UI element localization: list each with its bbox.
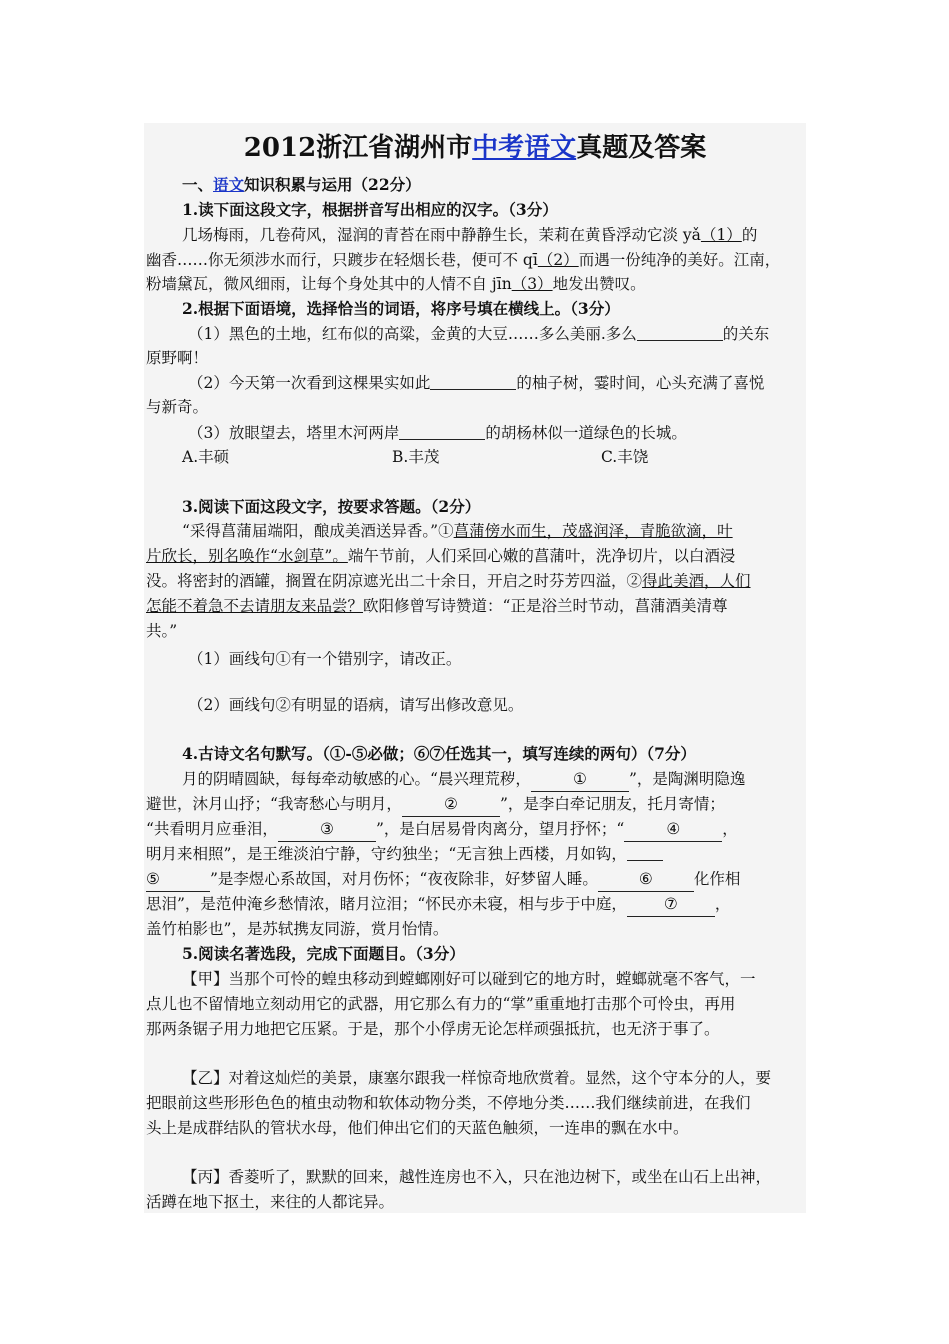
excerpt-yi-line: 把眼前这些形形色色的植虫动物和软体动物分类，不停地分类……我们继续前进，在我们 bbox=[146, 1094, 751, 1112]
section-link[interactable]: 语文 bbox=[213, 175, 245, 194]
text: ， bbox=[714, 895, 731, 913]
text: 的胡杨林似一道绿色的长城。 bbox=[485, 424, 687, 442]
text: “采得菖蒲届端阳，酿成美酒送异香。”① bbox=[182, 522, 454, 540]
text: 幽香……你无须涉水而行，只踱步在轻烟长巷，便可不 qī bbox=[146, 251, 538, 269]
excerpt-bing-line: 活蹲在地下抠土，来往的人都诧异。 bbox=[146, 1193, 395, 1211]
excerpt-jia-line: 点儿也不留情地立刻动用它的武器，用它那么有力的“掌”重重地打击那个可怜虫，再用 bbox=[146, 995, 736, 1013]
text: 的 bbox=[741, 226, 758, 244]
q3-line: 共。” bbox=[146, 622, 178, 640]
answer-blank-6[interactable]: ⑥ bbox=[598, 867, 694, 892]
excerpt-jia-line: 那两条锯子用力地把它压紧。于是，那个小俘虏无论怎样顽强抵抗，也无济于事了。 bbox=[146, 1020, 720, 1038]
blank-3: （3） bbox=[511, 275, 553, 293]
q2-sentence-cont: 与新奇。 bbox=[146, 398, 209, 416]
title-suffix: 真题及答案 bbox=[576, 133, 707, 163]
title-prefix: 2012浙江省湖州市 bbox=[243, 133, 473, 163]
q2-heading: 2.根据下面语境，选择恰当的词语，将序号填在横线上。（3分） bbox=[182, 299, 620, 318]
text: 而遇一份纯净的美好。江南， bbox=[578, 251, 781, 269]
q3-line bbox=[146, 594, 806, 618]
q2-sentence bbox=[188, 421, 806, 445]
q2-option-b: B.丰茂 bbox=[392, 448, 440, 466]
q1-line bbox=[146, 272, 806, 296]
text: ”是李煜心系故国，对月伤怀；“夜夜除非，好梦留人睡。 bbox=[210, 870, 598, 888]
q3-heading: 3.阅读下面这段文字，按要求答题。（2分） bbox=[182, 497, 481, 516]
q4-line bbox=[146, 792, 806, 817]
section-prefix: 一、 bbox=[182, 175, 214, 194]
text: （2）今天第一次看到这棵果实如此 bbox=[188, 374, 431, 392]
text: ”，是李白牵记朋友，托月寄情； bbox=[499, 795, 725, 813]
q3-subquestion-1: （1）画线句①有一个错别字，请改正。 bbox=[188, 650, 462, 668]
answer-blank[interactable] bbox=[430, 373, 516, 390]
text: 粉墙黛瓦，微风细雨，让每个身处其中的人情不自 jīn bbox=[146, 275, 512, 293]
answer-blank-3[interactable]: ③ bbox=[278, 817, 376, 842]
q2-sentence-cont: 原野啊！ bbox=[146, 349, 209, 367]
text: 明月来相照”，是王维淡泊宁静，守约独坐；“无言独上西楼，月如钩， bbox=[146, 845, 627, 863]
text: 的关东 bbox=[722, 325, 770, 343]
text: （1）黑色的土地，红布似的高粱，金黄的大豆……多么美丽.多么 bbox=[188, 325, 637, 343]
underlined-sentence-2: 得此美酒，人们 bbox=[642, 572, 751, 590]
q1-heading: 1.读下面这段文字，根据拼音写出相应的汉字。（3分） bbox=[182, 200, 558, 219]
text: 欧阳修曾写诗赞道：“正是浴兰时节动，菖蒲酒美清尊 bbox=[363, 597, 728, 615]
text: 避世，沐月山抒；“我寄愁心与明月， bbox=[146, 795, 402, 813]
excerpt-jia-line: 【甲】当那个可怜的蝗虫移动到螳螂刚好可以碰到它的地方时，螳螂就毫不客气，一 bbox=[182, 970, 756, 988]
q4-line bbox=[146, 817, 806, 842]
text: （3）放眼望去，塔里木河两岸 bbox=[188, 424, 400, 442]
excerpt-bing-line: 【丙】香菱听了，默默的回来，越性连房也不入，只在池边树下，或坐在山石上出神， bbox=[182, 1168, 772, 1186]
q1-line bbox=[146, 248, 806, 272]
q2-option-c: C.丰饶 bbox=[601, 448, 649, 466]
text: 化作相 bbox=[693, 870, 741, 888]
excerpt-yi-line: 头上是成群结队的管状水母，他们伸出它们的天蓝色触须，一连串的飘在水中。 bbox=[146, 1119, 689, 1137]
text: 的柚子树，霎时间，心头充满了喜悦 bbox=[516, 374, 765, 392]
q3-line bbox=[182, 519, 806, 543]
document-title bbox=[144, 126, 806, 170]
blank-2: （2） bbox=[537, 251, 579, 269]
q4-line bbox=[146, 867, 806, 892]
q4-line bbox=[182, 767, 806, 792]
answer-blank-1[interactable]: ① bbox=[531, 767, 629, 792]
q4-line bbox=[146, 892, 806, 917]
answer-blank[interactable] bbox=[637, 324, 723, 341]
q3-subquestion-2: （2）画线句②有明显的语病，请写出修改意见。 bbox=[188, 696, 524, 714]
text: 几场梅雨，几卷荷风，湿润的青苔在雨中静静生长，茉莉在黄昏浮动它淡 yǎ bbox=[182, 226, 701, 244]
q2-sentence bbox=[188, 371, 806, 395]
text: 地发出赞叹。 bbox=[552, 275, 646, 293]
answer-blank-5[interactable]: ⑤ bbox=[146, 867, 210, 892]
underlined-sentence-1: 片欣长，别名唤作“水剑草”。 bbox=[146, 547, 348, 565]
q3-line bbox=[146, 544, 806, 568]
answer-blank-4[interactable]: ④ bbox=[624, 817, 722, 842]
q3-line bbox=[146, 569, 806, 593]
answer-blank[interactable] bbox=[399, 423, 485, 440]
answer-blank-5-start[interactable] bbox=[627, 844, 663, 861]
text: ”，是白居易骨肉离分，望月抒怀；“ bbox=[375, 820, 625, 838]
text: ， bbox=[722, 820, 738, 838]
q5-heading: 5.阅读名著选段，完成下面题目。（3分） bbox=[182, 944, 465, 963]
text: 端午节前，人们采回心嫩的菖蒲叶，洗净切片，以白酒浸 bbox=[347, 547, 736, 565]
q2-option-a: A.丰硕 bbox=[182, 448, 230, 466]
q1-line bbox=[182, 223, 806, 247]
q4-heading: 4.古诗文名句默写。（①-⑤必做；⑥⑦任选其一，填写连续的两句）（7分） bbox=[182, 744, 696, 763]
title-link[interactable]: 中考语文 bbox=[472, 133, 577, 163]
text: “共看明月应垂泪， bbox=[146, 820, 278, 838]
section-heading bbox=[182, 173, 806, 197]
text: ”，是陶渊明隐逸 bbox=[628, 770, 746, 788]
excerpt-yi-line: 【乙】对着这灿烂的美景，康塞尔跟我一样惊奇地欣赏着。显然，这个守本分的人，要 bbox=[182, 1069, 772, 1087]
answer-blank-7[interactable]: ⑦ bbox=[627, 892, 715, 917]
text: 没。将密封的酒罐，搁置在阴凉遮光出二十余日，开启之时芬芳四溢，② bbox=[146, 572, 643, 590]
section-suffix: 知识积累与运用（22分） bbox=[244, 175, 421, 194]
underlined-sentence-2: 怎能不着急不去请朋友来品尝？ bbox=[146, 597, 364, 615]
q4-line: 盖竹柏影也”，是苏轼携友同游，赏月怡情。 bbox=[146, 920, 449, 938]
text: 思泪”，是范仲淹乡愁情浓，睹月泣泪；“怀民亦未寝，相与步于中庭， bbox=[146, 895, 627, 913]
q2-sentence bbox=[188, 322, 806, 346]
answer-blank-2[interactable]: ② bbox=[402, 792, 500, 817]
text: 月的阴晴圆缺，每每牵动敏感的心。“晨兴理荒秽， bbox=[182, 770, 531, 788]
blank-1: （1） bbox=[700, 226, 742, 244]
underlined-sentence-1: 菖蒲傍水而生，茂盛润泽，青脆欲滴，叶 bbox=[453, 522, 733, 540]
q4-line bbox=[146, 842, 806, 866]
